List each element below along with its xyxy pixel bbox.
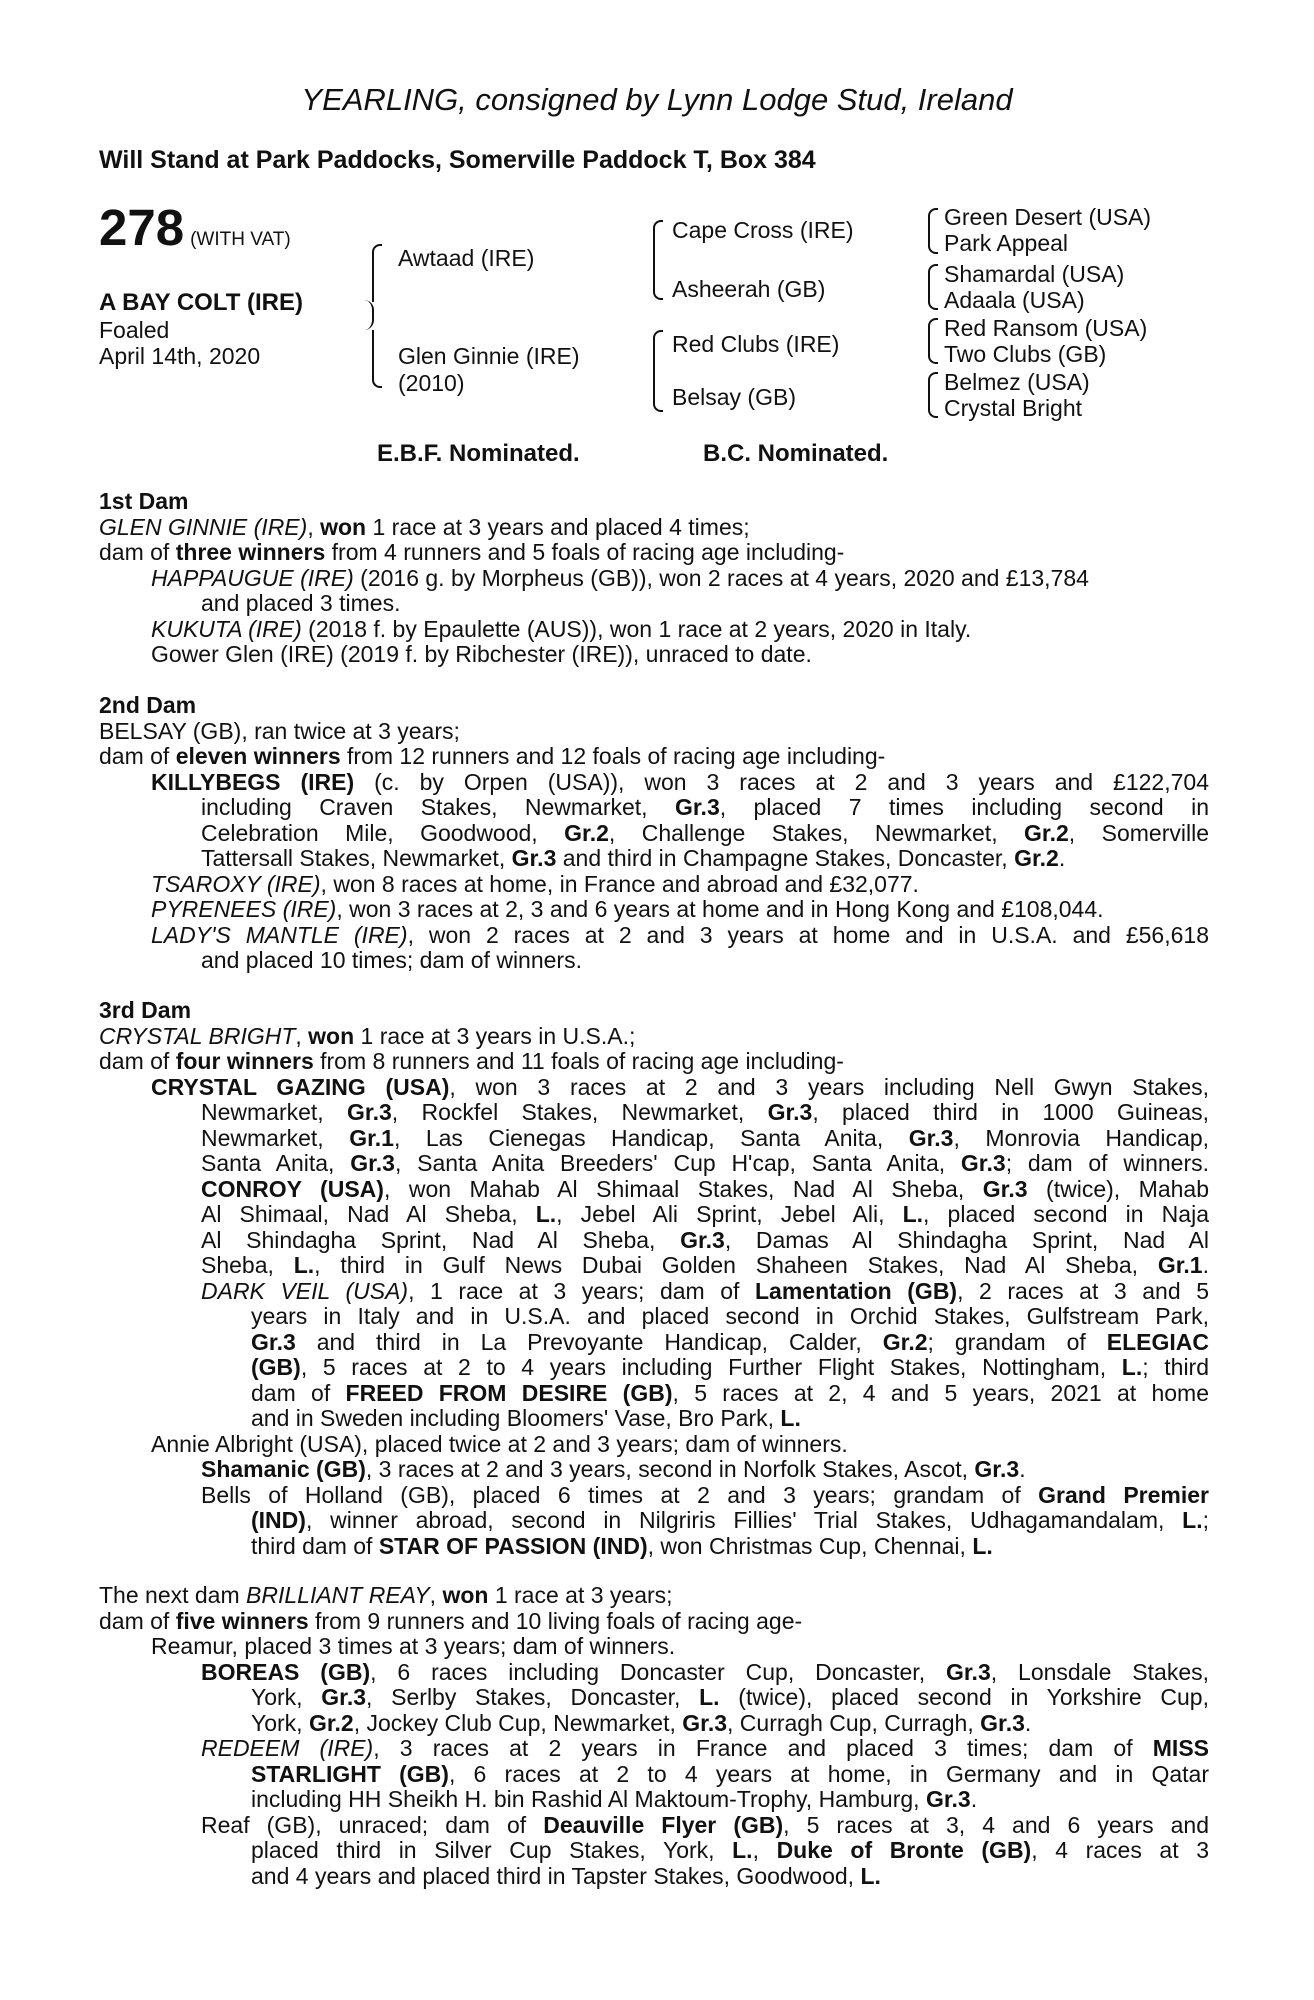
text-run: including Craven Stakes, Newmarket,: [201, 795, 675, 820]
text-line: [99, 1660, 1209, 1686]
pedigree-sire-sire: Cape Cross (IRE): [672, 217, 854, 243]
lot-number-line: [99, 199, 291, 265]
text-line: [99, 770, 1209, 796]
text-run: L.: [902, 1202, 924, 1227]
text-run: Gr.3: [982, 1176, 1028, 1202]
text-run: L.: [535, 1202, 557, 1227]
text-line: [99, 1279, 1209, 1305]
text-line: [99, 846, 1209, 872]
text-run: five winners: [175, 1607, 309, 1634]
text-line: [99, 1736, 1209, 1762]
text-run: DARK VEIL (USA): [201, 1278, 409, 1304]
text-run: KILLYBEGS (IRE): [151, 769, 355, 795]
text-run: ;: [1202, 1508, 1209, 1533]
brace-ggp-1: [928, 208, 938, 232]
text-line: [99, 1432, 1209, 1458]
text-run: Gr.2: [564, 820, 609, 846]
text-line: [99, 923, 1209, 949]
text-run: , 3 races at 2 and 3 years, second in Norfolk Stakes, Ascot,: [365, 1456, 975, 1482]
text-run: (twice), placed second in Yorkshire Cup,: [719, 1685, 1209, 1710]
text-run: Gr.3: [767, 1100, 813, 1125]
text-run: and 4 years and placed third in Tapster Stakes, Goodwood,: [251, 1862, 861, 1889]
text-line: [99, 540, 1209, 566]
text-run: BOREAS (GB): [201, 1659, 371, 1685]
text-run: , placed second in Naja: [923, 1202, 1209, 1227]
foaled-date: April 14th, 2020: [99, 343, 261, 369]
text-line: [99, 1583, 1209, 1609]
text-line: [99, 897, 1209, 923]
text-line: [99, 1126, 1209, 1152]
pedigree-sire-dam: Asheerah (GB): [672, 276, 826, 302]
text-run: years in Italy and in U.S.A. and placed second in Orchid Stakes, Gulfstream Park,: [251, 1304, 1209, 1329]
second-dam-heading: 2nd Dam: [99, 692, 197, 718]
text-line: [99, 1024, 1209, 1050]
brace-main-point: [362, 300, 374, 330]
brace-ggp-3: [928, 264, 938, 288]
text-run: from 8 runners and 11 foals of racing age including-: [313, 1048, 844, 1074]
text-line: [99, 1609, 1209, 1635]
text-run: Gr.3: [511, 845, 557, 871]
text-line: [99, 719, 1209, 745]
text-run: , Damas Al Shindagha Sprint, Nad Al: [724, 1227, 1209, 1253]
pedigree-ggp: Shamardal (USA): [944, 261, 1125, 287]
text-run: three winners: [175, 539, 326, 565]
text-run: STARLIGHT (GB): [251, 1761, 449, 1787]
text-run: L.: [732, 1838, 753, 1863]
text-run: York,: [251, 1709, 309, 1736]
brace-ggp-7: [928, 372, 938, 396]
text-run: GLEN GINNIE (IRE): [99, 513, 308, 540]
text-run: , won Mahab Al Shimaal Stakes, Nad Al Sheba,: [383, 1176, 983, 1202]
text-line: [99, 1049, 1209, 1075]
pedigree-dam-year: (2010): [398, 370, 465, 396]
text-run: , won 8 races at home, in France and abroad and £32,077.: [320, 870, 919, 897]
text-run: , won Christmas Cup, Chennai,: [647, 1532, 973, 1559]
text-run: L.: [1121, 1355, 1143, 1380]
horse-name: A BAY COLT (IRE): [99, 289, 304, 316]
text-run: Tattersall Stakes, Newmarket,: [201, 845, 512, 871]
text-run: 1 race at 3 years and placed 4 times;: [366, 513, 750, 540]
text-line: [99, 744, 1209, 770]
text-run: , Curragh Cup, Curragh,: [727, 1709, 981, 1736]
text-run: ; dam of winners.: [1005, 1151, 1209, 1176]
text-run: and placed 3 times.: [201, 590, 401, 616]
text-run: , 5 races at 2, 4 and 5 years, 2021 at home: [672, 1380, 1209, 1406]
text-run: , Serlby Stakes, Doncaster,: [366, 1685, 700, 1710]
text-run: including HH Sheikh H. bin Rashid Al Maktoum-Trophy, Hamburg,: [251, 1786, 926, 1812]
text-run: CRYSTAL GAZING (USA): [151, 1074, 450, 1100]
text-run: L.: [293, 1253, 315, 1278]
text-run: , 5 races at 3, 4 and 6 years and: [783, 1812, 1209, 1838]
ebf-nomination: E.B.F. Nominated.: [377, 440, 580, 467]
text-run: Gr.3: [960, 1151, 1006, 1176]
next-dam-section: [99, 1583, 1209, 1889]
text-run: 1 race at 3 years;: [488, 1582, 673, 1608]
text-run: ,: [752, 1838, 777, 1863]
brace-dam-bottom: [372, 330, 382, 388]
text-run: , Jebel Ali Sprint, Jebel Ali,: [556, 1202, 903, 1227]
text-run: , Monrovia Handicap,: [953, 1125, 1209, 1151]
text-run: L.: [860, 1862, 881, 1889]
text-run: ELEGIAC: [1106, 1329, 1209, 1355]
text-run: L.: [972, 1532, 993, 1559]
text-run: MISS: [1152, 1736, 1209, 1761]
third-dam-section: [99, 998, 1209, 1559]
text-run: from 9 runners and 10 living foals of racing age-: [308, 1607, 803, 1634]
text-run: , Las Cienegas Handicap, Santa Anita,: [393, 1125, 909, 1151]
text-line: [99, 1075, 1209, 1101]
text-run: won: [442, 1582, 489, 1608]
text-run: .: [970, 1786, 978, 1812]
text-run: third dam of: [251, 1532, 379, 1559]
text-line: [99, 1177, 1209, 1203]
text-run: four winners: [175, 1048, 314, 1074]
text-line: [99, 642, 1209, 668]
text-run: and third in La Prevoyante Handicap, Calder,: [295, 1329, 883, 1355]
brace-sire-dam: [653, 258, 663, 300]
text-run: Lamentation (GB): [754, 1278, 958, 1304]
text-run: , Somerville: [1068, 820, 1209, 846]
text-run: from 12 runners and 12 foals of racing age including-: [340, 743, 886, 769]
text-run: Gr.3: [347, 1100, 392, 1125]
text-run: Al Shimaal, Nad Al Sheba,: [201, 1202, 536, 1227]
text-run: won: [320, 513, 367, 540]
text-run: Gr.3: [945, 1659, 991, 1685]
text-line: [99, 617, 1209, 643]
text-line: [99, 1228, 1209, 1254]
text-run: Al Shindagha Sprint, Nad Al Sheba,: [201, 1227, 681, 1253]
text-run: eleven winners: [175, 743, 341, 769]
text-run: placed third in Silver Cup Stakes, York,: [251, 1838, 733, 1863]
text-line: [99, 1685, 1209, 1711]
text-run: CRYSTAL BRIGHT: [99, 1022, 296, 1049]
text-run: , 5 races at 2 to 4 years including Further Flight Stakes, Nottingham,: [300, 1355, 1122, 1380]
text-run: Gr.3: [682, 1709, 728, 1736]
text-run: and third in Champagne Stakes, Doncaster,: [556, 845, 1015, 871]
pedigree-ggp: Crystal Bright: [944, 395, 1083, 421]
text-run: , won 3 races at 2 and 3 years including Nell Gwyn Stakes,: [449, 1074, 1209, 1100]
text-run: (twice), Mahab: [1027, 1176, 1209, 1202]
text-run: , 6 races at 2 to 4 years at home, in Germany and in Qatar: [448, 1761, 1209, 1787]
first-dam-heading: 1st Dam: [99, 488, 189, 514]
text-run: Gower Glen (IRE) (2019 f. by Ribchester (IRE)), unraced to date.: [151, 641, 812, 667]
second-dam-section: [99, 693, 1209, 974]
text-run: Reamur, placed 3 times at 3 years; dam of winners.: [151, 1633, 676, 1659]
text-run: , 4 races at 3: [1031, 1838, 1209, 1863]
text-run: and in Sweden including Bloomers' Vase, Bro Park,: [251, 1405, 781, 1431]
text-run: STAR OF PASSION (IND): [378, 1532, 648, 1559]
brace-sire-sire: [653, 220, 663, 260]
text-line: [99, 821, 1209, 847]
brace-sire-top: [372, 244, 382, 302]
text-run: dam of: [99, 1048, 176, 1074]
text-run: , winner abroad, second in Nilgriris Fillies' Trial Stakes, Udhagamandalam,: [305, 1508, 1183, 1533]
pedigree-dam: Glen Ginnie (IRE): [398, 343, 580, 369]
pedigree-ggp: Green Desert (USA): [944, 204, 1152, 230]
brace-dam-sire: [653, 330, 663, 372]
text-run: , placed third in 1000 Guineas,: [812, 1100, 1209, 1125]
text-run: , 1 race at 3 years; dam of: [408, 1278, 755, 1304]
brace-ggp-6: [928, 340, 938, 364]
text-run: (2018 f. by Epaulette (AUS)), won 1 race at 2 years, 2020 in Italy.: [301, 615, 972, 642]
text-run: Gr.3: [925, 1786, 971, 1812]
brace-ggp-8: [928, 394, 938, 418]
text-line: [99, 515, 1209, 541]
text-run: , won 2 races at 2 and 3 years at home and in U.S.A. and £56,618: [407, 922, 1209, 948]
text-run: PYRENEES (IRE): [151, 896, 337, 922]
text-run: , Santa Anita Breeders' Cup H'cap, Santa Anita,: [394, 1151, 961, 1176]
text-run: TSAROXY (IRE): [151, 870, 321, 897]
text-run: (IND): [251, 1508, 306, 1533]
text-run: Annie Albright (USA), placed twice at 2 and 3 years; dam of winners.: [151, 1430, 848, 1457]
text-run: FREED FROM DESIRE (GB): [345, 1380, 673, 1406]
text-run: Gr.2: [882, 1329, 928, 1355]
text-run: Newmarket,: [201, 1100, 348, 1125]
text-run: , 6 races including Doncaster Cup, Doncaster,: [370, 1659, 946, 1685]
text-run: HAPPAUGUE (IRE): [151, 564, 354, 591]
brace-ggp-4: [928, 286, 938, 310]
text-run: ,: [307, 513, 321, 540]
text-run: L.: [1182, 1508, 1203, 1533]
text-run: Gr.2: [1024, 820, 1069, 846]
text-line: [99, 1355, 1209, 1381]
text-line: [99, 1838, 1209, 1864]
text-run: , 3 races at 2 years in France and placed 3 times; dam of: [373, 1736, 1153, 1761]
text-line: [99, 1534, 1209, 1560]
catalogue-title: YEARLING, consigned by Lynn Lodge Stud, Ireland: [301, 82, 1013, 117]
text-run: Gr.2: [308, 1709, 354, 1736]
text-run: .: [1019, 1456, 1026, 1482]
text-run: L.: [699, 1685, 720, 1710]
text-run: Newmarket,: [201, 1125, 350, 1151]
text-run: (GB): [251, 1355, 301, 1380]
text-line: [99, 1634, 1209, 1660]
text-line: [99, 591, 1209, 617]
text-run: dam of: [99, 539, 176, 565]
text-line: [99, 1304, 1209, 1330]
text-run: (2016 g. by Morpheus (GB)), won 2 races at 4 years, 2020 and £13,784: [353, 564, 1089, 591]
text-run: , Lonsdale Stakes,: [990, 1659, 1209, 1685]
brace-ggp-5: [928, 318, 938, 342]
text-run: ; third: [1142, 1355, 1209, 1380]
text-run: 1 race at 3 years in U.S.A.;: [354, 1022, 636, 1049]
text-run: Gr.3: [251, 1329, 296, 1355]
text-run: , placed 7 times including second in: [719, 795, 1209, 820]
text-line: [99, 1457, 1209, 1483]
text-run: Gr.1: [1157, 1253, 1203, 1278]
text-run: dam of: [99, 743, 176, 769]
text-run: , 2 races at 3 and 5: [957, 1278, 1209, 1304]
text-run: and placed 10 times; dam of winners.: [201, 947, 582, 973]
stand-location: Will Stand at Park Paddocks, Somerville Paddock T, Box 384: [99, 146, 816, 174]
text-line: [99, 1483, 1209, 1509]
first-dam-section: [99, 489, 1209, 668]
text-run: Gr.3: [674, 795, 720, 820]
text-run: Gr.3: [680, 1227, 725, 1253]
bc-nomination: B.C. Nominated.: [703, 440, 889, 467]
text-line: [99, 1864, 1209, 1890]
text-run: Deauville Flyer (GB): [543, 1812, 784, 1838]
text-line: [99, 566, 1209, 592]
text-run: Duke of Bronte (GB): [776, 1838, 1032, 1863]
text-run: Bells of Holland (GB), placed 6 times at 2 and 3 years; grandam of: [201, 1482, 1039, 1508]
text-run: , won 3 races at 2, 3 and 6 years at home and in Hong Kong and £108,044.: [336, 896, 1104, 922]
text-run: .: [1058, 845, 1066, 871]
text-line: [99, 1100, 1209, 1126]
pedigree-ggp: Park Appeal: [944, 230, 1069, 256]
text-run: Santa Anita,: [201, 1151, 351, 1176]
third-dam-heading: 3rd Dam: [99, 997, 192, 1023]
text-line: [99, 1813, 1209, 1839]
text-line: [99, 1711, 1209, 1737]
text-run: BRILLIANT REAY: [246, 1582, 430, 1608]
text-run: ,: [429, 1582, 443, 1608]
brace-ggp-2: [928, 230, 938, 254]
text-run: Celebration Mile, Goodwood,: [201, 820, 565, 846]
text-run: Gr.3: [980, 1709, 1025, 1736]
text-run: dam of: [251, 1380, 346, 1406]
text-run: KUKUTA (IRE): [151, 615, 302, 642]
text-run: BELSAY (GB), ran twice at 3 years;: [99, 717, 460, 744]
text-run: Shamanic (GB): [201, 1456, 366, 1482]
text-run: , Rockfel Stakes, Newmarket,: [391, 1100, 768, 1125]
text-run: dam of: [99, 1607, 176, 1634]
text-run: The next dam: [99, 1582, 247, 1608]
text-line: [99, 948, 1209, 974]
text-line: [99, 1762, 1209, 1788]
text-run: Gr.2: [1014, 845, 1059, 871]
text-line: [99, 795, 1209, 821]
text-run: L.: [780, 1405, 801, 1431]
text-run: York,: [251, 1685, 322, 1710]
text-line: [99, 1330, 1209, 1356]
text-run: LADY'S MANTLE (IRE): [151, 922, 408, 948]
text-run: Gr.3: [908, 1125, 954, 1151]
text-line: [99, 1508, 1209, 1534]
brace-dam-dam: [653, 370, 663, 412]
pedigree-ggp: Red Ransom (USA): [944, 315, 1148, 341]
text-run: ; grandam of: [927, 1329, 1107, 1355]
text-line: [99, 1381, 1209, 1407]
pedigree-sire: Awtaad (IRE): [398, 245, 535, 271]
text-run: (c. by Orpen (USA)), won 3 races at 2 and 3 years and £122,704: [354, 769, 1209, 795]
text-line: [99, 1151, 1209, 1177]
text-run: .: [1202, 1253, 1209, 1278]
text-run: , Jockey Club Cup, Newmarket,: [353, 1709, 683, 1736]
text-run: .: [1024, 1709, 1032, 1736]
lot-number: 278: [99, 199, 185, 256]
text-line: [99, 1406, 1209, 1432]
text-run: Grand Premier: [1038, 1482, 1209, 1508]
pedigree-ggp: Two Clubs (GB): [944, 341, 1107, 367]
text-line: [99, 1253, 1209, 1279]
text-run: ,: [295, 1022, 309, 1049]
text-run: REDEEM (IRE): [201, 1736, 374, 1761]
text-run: Sheba,: [201, 1253, 294, 1278]
text-line: [99, 1787, 1209, 1813]
pedigree-ggp: Belmez (USA): [944, 369, 1090, 395]
text-run: Gr.3: [321, 1685, 367, 1710]
text-run: Gr.1: [349, 1125, 394, 1151]
text-run: won: [308, 1022, 355, 1049]
text-line: [99, 1202, 1209, 1228]
foaled-label: Foaled: [99, 317, 170, 343]
pedigree-ggp: Adaala (USA): [944, 287, 1085, 313]
text-run: Reaf (GB), unraced; dam of: [201, 1812, 544, 1838]
text-run: , third in Gulf News Dubai Golden Shaheen Stakes, Nad Al Sheba,: [314, 1253, 1158, 1278]
pedigree-dam-sire: Red Clubs (IRE): [672, 331, 840, 357]
text-run: from 4 runners and 5 foals of racing age including-: [325, 539, 845, 565]
text-run: CONROY (USA): [201, 1176, 384, 1202]
pedigree-dam-dam: Belsay (GB): [672, 384, 796, 410]
text-run: Gr.3: [350, 1151, 395, 1176]
text-line: [99, 872, 1209, 898]
vat-note: (WITH VAT): [190, 229, 291, 250]
text-run: , Challenge Stakes, Newmarket,: [608, 820, 1025, 846]
text-run: Gr.3: [974, 1456, 1020, 1482]
